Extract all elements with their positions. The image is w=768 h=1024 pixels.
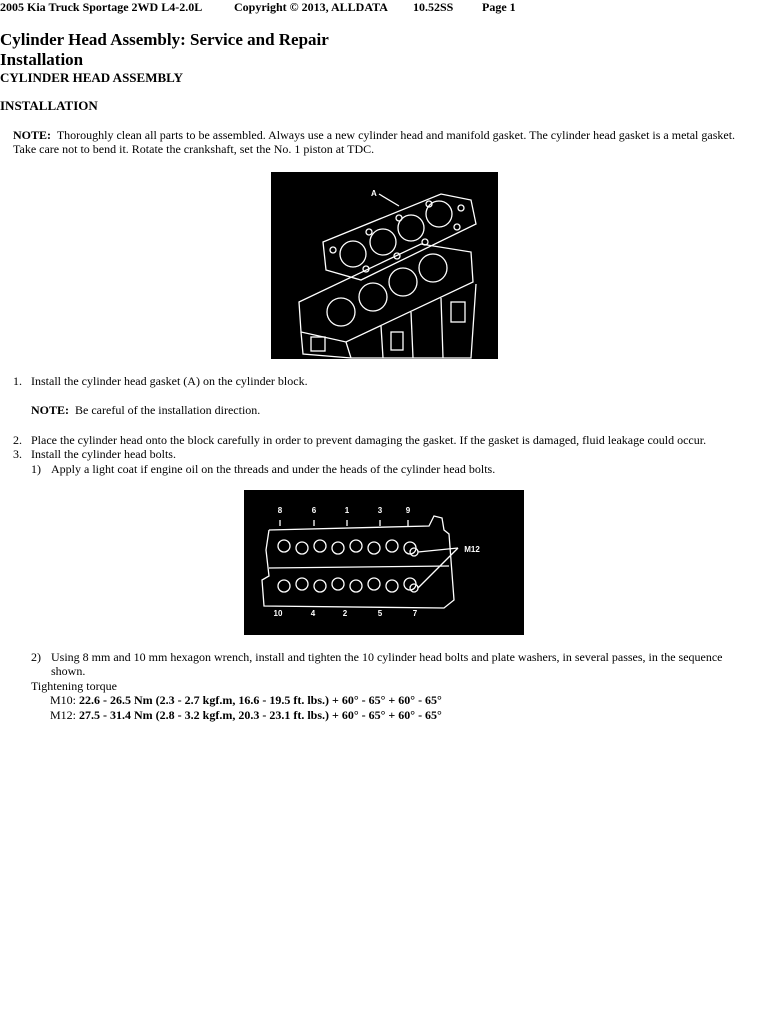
bolt-seq-bottom-3: 2	[342, 609, 348, 618]
callout-a-label: A	[371, 189, 377, 198]
note-block	[13, 128, 768, 156]
page-title: Cylinder Head Assembly: Service and Repair	[0, 30, 329, 49]
step-3-text: Install the cylinder head bolts.	[31, 447, 176, 461]
torque-m10	[50, 693, 442, 707]
figure-bolt-sequence	[244, 490, 524, 635]
header-copyright: Copyright © 2013, ALLDATA	[234, 0, 388, 14]
bolt-seq-top-5: 9	[405, 506, 411, 515]
bolt-seq-bottom-2: 4	[310, 609, 316, 618]
section-heading: CYLINDER HEAD ASSEMBLY	[0, 70, 184, 85]
torque-m10-label: M10:	[50, 693, 77, 707]
step-2	[13, 433, 706, 447]
subsection-heading: INSTALLATION	[0, 98, 98, 113]
substep-2-number: 2)	[31, 650, 41, 664]
note-text-line1: Thoroughly clean all parts to be assembled. Always use a new cylinder head and manifold gasket. The cylinder head gasket is a metal gasket.	[56, 128, 736, 142]
header-page-number: Page 1	[482, 0, 516, 14]
bolt-sequence-illustration	[244, 490, 524, 635]
substep-2-text-line2: shown.	[51, 664, 86, 678]
note-text-line2: Take care not to bend it. Rotate the crankshaft, set the No. 1 piston at TDC.	[13, 142, 375, 156]
note-label: NOTE:	[13, 128, 52, 142]
step-2-number: 2.	[13, 433, 22, 447]
substep-2-text-line1: Using 8 mm and 10 mm hexagon wrench, install and tighten the 10 cylinder head bolts and plate washers, in several passes, in the sequence	[51, 650, 723, 664]
bolt-seq-top-3: 1	[344, 506, 350, 515]
header-version: 10.52SS	[413, 0, 454, 14]
bolt-seq-bottom-1: 10	[273, 609, 283, 618]
note-installation-direction	[31, 403, 260, 417]
step-1-text: Install the cylinder head gasket (A) on the cylinder block.	[31, 374, 308, 388]
substep-1	[31, 462, 495, 476]
page-subtitle: Installation	[0, 50, 84, 69]
header-vehicle: 2005 Kia Truck Sportage 2WD L4-2.0L	[0, 0, 203, 14]
substep-2	[31, 650, 723, 678]
bolt-seq-top-1: 8	[277, 506, 283, 515]
bolt-seq-bottom-4: 5	[377, 609, 383, 618]
step-2-text: Place the cylinder head onto the block carefully in order to prevent damaging the gasket. If the gasket is damaged, fluid leakage could occur.	[31, 433, 707, 447]
bolt-seq-bottom-5: 7	[412, 609, 418, 618]
bolt-seq-top-4: 3	[377, 506, 383, 515]
gasket-illustration	[271, 172, 498, 359]
figure-cylinder-gasket	[271, 172, 498, 359]
torque-m12-value: 27.5 - 31.4 Nm (2.8 - 3.2 kgf.m, 20.3 - 23.1 ft. lbs.) + 60° - 65° + 60° - 65°	[79, 708, 442, 722]
torque-m10-value: 22.6 - 26.5 Nm (2.3 - 2.7 kgf.m, 16.6 - 19.5 ft. lbs.) + 60° - 65° + 60° - 65°	[79, 693, 442, 707]
torque-heading: Tightening torque	[31, 679, 117, 693]
torque-m12-label: M12:	[50, 708, 77, 722]
bolt-seq-top-2: 6	[311, 506, 317, 515]
m12-callout-label: M12	[464, 545, 480, 554]
substep-1-text: Apply a light coat if engine oil on the threads and under the heads of the cylinder head bolts.	[51, 462, 496, 476]
step-1-number: 1.	[13, 374, 22, 388]
note2-text: Be careful of the installation direction.	[75, 403, 261, 417]
step-3	[13, 447, 176, 461]
substep-1-number: 1)	[31, 462, 41, 476]
note2-label: NOTE:	[31, 403, 70, 417]
step-3-number: 3.	[13, 447, 22, 461]
torque-m12	[50, 708, 442, 722]
step-1	[13, 374, 308, 388]
